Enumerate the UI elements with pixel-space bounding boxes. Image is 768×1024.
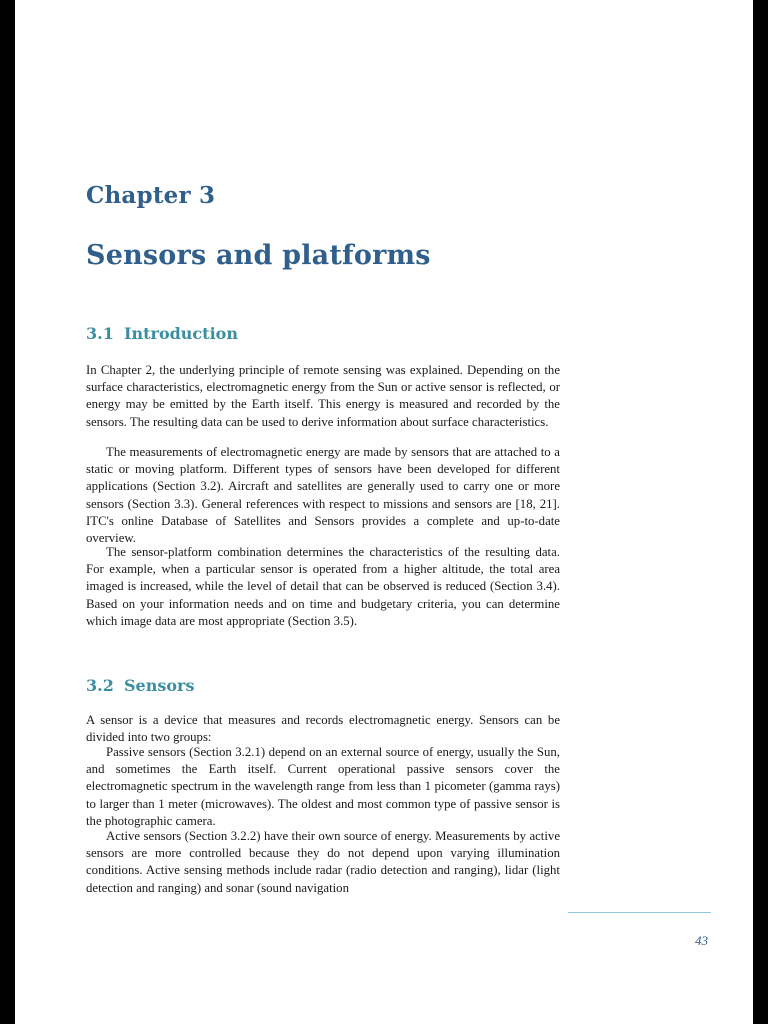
footer-rule [568, 912, 711, 913]
paragraph: The sensor-platform combination determines the characteristics of the resulting data. For example, when a particular sensor is operated from a higher altitude, the total area imaged is increased, while the level of detail that can be observed is reduced (Section 3.4). Based on your information needs and on time and budgetary criteria, you can determine which image data are most appropriate (Section 3.5). [86, 545, 560, 628]
document-page [15, 0, 753, 1024]
section-title: Sensors [124, 676, 195, 695]
paragraph: The measurements of electromagnetic energy are made by sensors that are attached to a static or moving platform. Different types of sensors have been developed for different applications (Section 3.2). Aircraft and satellites are generally used to carry one or more sensors (Section 3.3). General references with respect to missions and sensors are [18, 21]. ITC's online Database of Satellites and Sensors provides a complete and up-to-date overview. [86, 445, 560, 546]
paragraph: In Chapter 2, the underlying principle of remote sensing was explained. Depending on the surface characteristics, electromagnetic energy from the Sun or active sensor is reflected, or energy may be emitted by the Earth itself. This energy is measured and recorded by the sensors. The resulting data can be used to derive information about surface characteristics. [86, 363, 560, 429]
chapter-label: Chapter 3 [86, 182, 216, 209]
section-heading-sensors [86, 676, 194, 695]
paragraph: Passive sensors (Section 3.2.1) depend on an external source of energy, usually the Sun, and sometimes the Earth itself. Current operational passive sensors cover the electromagnetic spectrum in the wavelength range from less than 1 picometer (gamma rays) to larger than 1 meter (microwaves). The oldest and most common type of passive sensor is the photographic camera. [86, 745, 560, 828]
section-number: 3.1 [86, 324, 114, 343]
paragraph: A sensor is a device that measures and records electromagnetic energy. Sensors can be divided into two groups: [86, 713, 560, 745]
section-number: 3.2 [86, 676, 114, 695]
section-heading-introduction [86, 324, 238, 343]
chapter-title: Sensors and platforms [86, 240, 431, 271]
page-number: 43 [695, 933, 708, 948]
paragraph: Active sensors (Section 3.2.2) have their own source of energy. Measurements by active sensors are more controlled because they do not depend upon varying illumination conditions. Active sensing methods include radar (radio detection and ranging), lidar (light detection and ranging) and sonar (sound navigation [86, 829, 560, 895]
section-title: Introduction [124, 324, 238, 343]
